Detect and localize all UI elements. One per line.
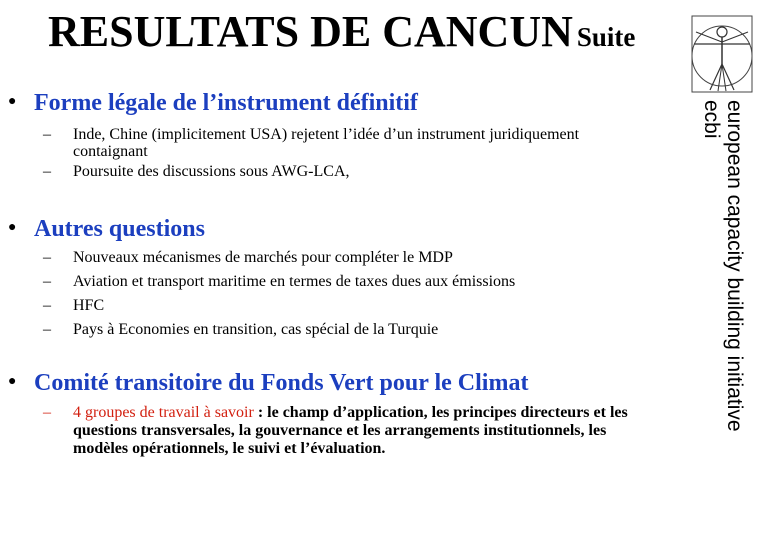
section-heading — [8, 370, 528, 397]
vitruvian-man-logo — [686, 12, 758, 96]
section-heading-text: Autres questions — [34, 216, 205, 242]
bullet-icon: ● — [8, 94, 17, 110]
bullet-icon: ● — [8, 374, 17, 390]
list-item-text: : le champ d’application, les principes directeurs et les questions transversales, la gouvernance et les arrangements institutionnels, les modèles opérationnels, le suivi et l’évaluation. — [73, 404, 628, 457]
section-heading — [8, 90, 418, 117]
section-heading — [8, 216, 205, 243]
list-item-text: HFC — [73, 297, 105, 314]
list-item — [43, 321, 653, 338]
dash-icon: – — [43, 404, 51, 421]
list-item-text: Poursuite des discussions sous AWG-LCA, — [73, 163, 350, 180]
dash-icon: – — [43, 321, 51, 338]
sidebar-line2: ecbi — [700, 100, 723, 139]
list-item-text: Inde, Chine (implicitement USA) rejetent l’idée d’un instrument juridiquement contaignant — [73, 126, 580, 160]
dash-icon: – — [43, 163, 51, 180]
list-item — [43, 163, 603, 180]
list-item — [43, 126, 603, 160]
section-heading-text: Forme légale de l’instrument définitif — [34, 90, 418, 116]
dash-icon: – — [43, 297, 51, 314]
dash-icon: – — [43, 126, 51, 143]
section-heading-text: Comité transitoire du Fonds Vert pour le Climat — [34, 370, 529, 396]
dash-icon: – — [43, 273, 51, 290]
dash-icon: – — [43, 249, 51, 266]
list-item — [43, 297, 653, 314]
list-item-text: Pays à Economies en transition, cas spécial de la Turquie — [73, 321, 439, 338]
highlight-text: 4 groupes de travail à savoir — [73, 404, 254, 421]
page-title — [48, 6, 635, 57]
bullet-icon: ● — [8, 220, 17, 236]
list-item — [43, 404, 643, 458]
list-item-text: Aviation et transport maritime en termes de taxes dues aux émissions — [73, 273, 516, 290]
list-item-text: Nouveaux mécanismes de marchés pour compléter le MDP — [73, 249, 453, 266]
sidebar-line1: european capacity building initiative — [723, 100, 746, 432]
title-main: RESULTATS DE CANCUN — [48, 7, 573, 56]
list-item — [43, 273, 653, 290]
sidebar-text — [696, 100, 746, 520]
title-suite: Suite — [576, 22, 636, 52]
list-item — [43, 249, 653, 266]
